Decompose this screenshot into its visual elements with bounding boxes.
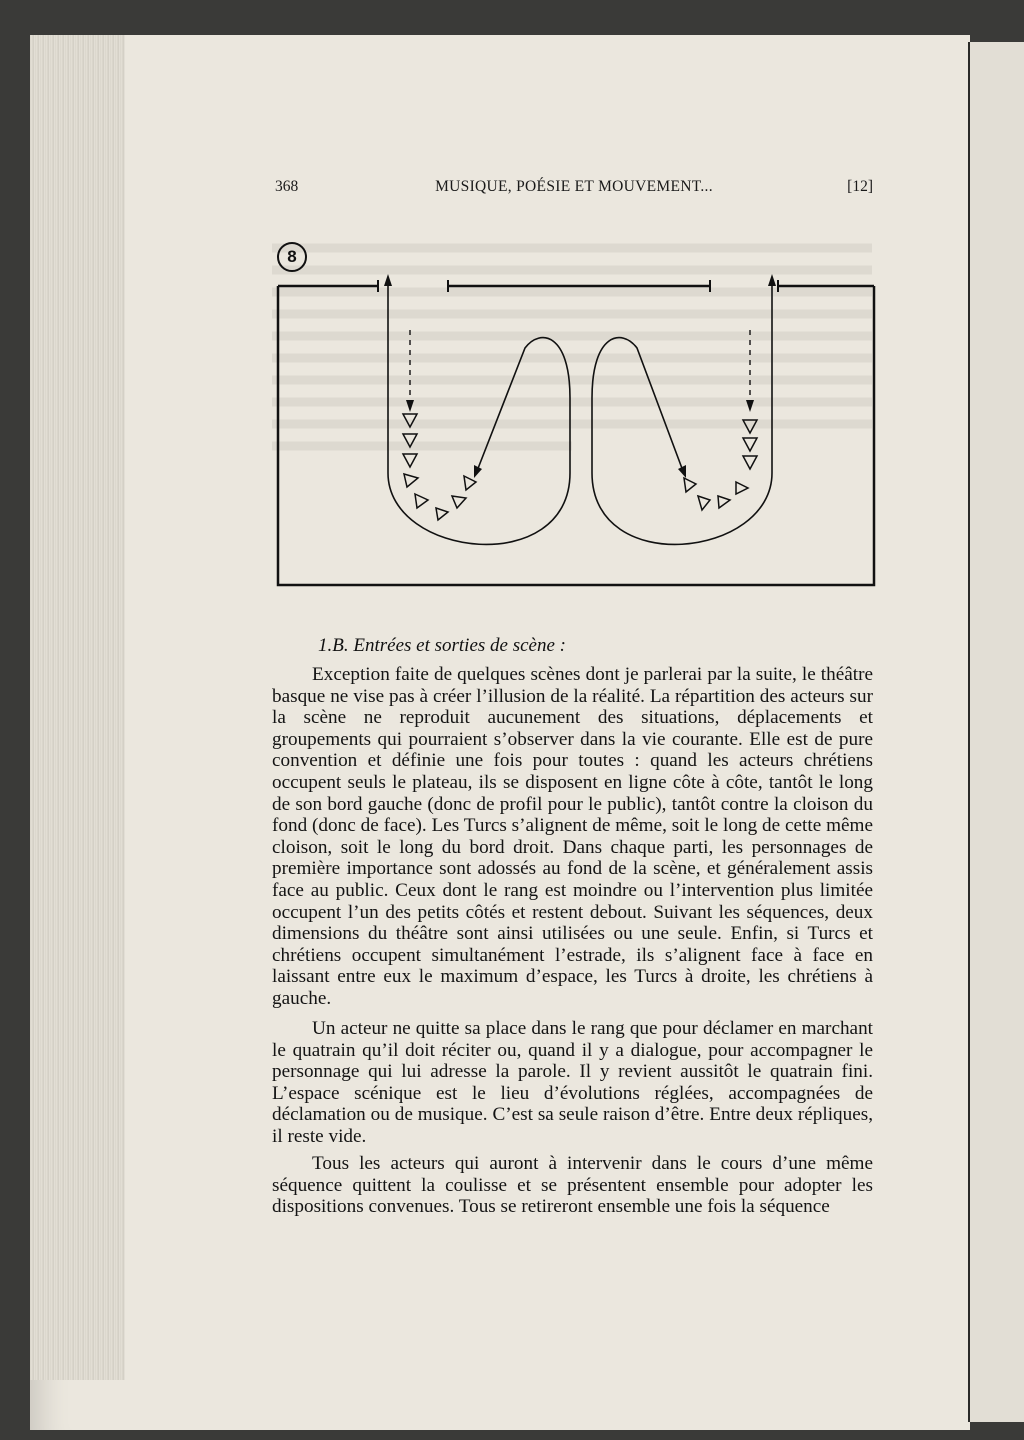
actor-triangle-icon: [698, 496, 710, 510]
actor-triangle-icon: [404, 474, 418, 487]
running-title: MUSIQUE, POÉSIE ET MOUVEMENT...: [435, 178, 713, 195]
paragraph-text: Tous les acteurs qui auront à intervenir dans le cours d’une même séquence quittent la coulisse et se présentent ensemble pour adopter les dispositions convenues. Tous se retireront ensemble une fois la séquence: [272, 1153, 873, 1218]
paragraph-text: Un acteur ne quitte sa place dans le rang que pour déclamer en marchant le quatrain qu’il doit réciter ou, quand il y a dialogue, pour accompagner le personnage qui lui adresse la parole. Il y revient aussitôt le quatrain fini. L’espace scénique est le lieu d’évolutions réglées, accompagnées de déclamation ou de musique. C’est sa seule raison d’être. Entre deux répliques, il reste vide.: [272, 1018, 873, 1147]
actor-triangle-icon: [736, 482, 748, 494]
facing-page-edge: [968, 42, 1024, 1422]
arrow-down-icon: [406, 400, 414, 412]
figure-number-badge: 8: [277, 242, 307, 272]
actor-triangle-icon: [743, 420, 757, 433]
section-subtitle: 1.B. Entrées et sorties de scène :: [318, 635, 566, 656]
actor-triangle-icon: [743, 438, 757, 451]
actor-triangle-icon: [743, 456, 757, 469]
actor-triangle-icon: [464, 476, 476, 490]
actor-triangle-icon: [415, 494, 428, 508]
actor-triangle-icon: [403, 414, 417, 427]
actor-triangle-icon: [403, 454, 417, 467]
actor-triangle-icon: [718, 496, 730, 508]
page-number: 368: [275, 178, 299, 195]
arrow-down-icon: [746, 400, 754, 412]
paragraph: [272, 1153, 873, 1218]
actor-triangle-icon: [403, 434, 417, 447]
left-u-path: [388, 338, 570, 545]
paragraph-text: Exception faite de quelques scènes dont je parlerai par la suite, le théâtre basque ne vise pas à créer l’illusion de la réalité. La répartition des acteurs sur la scène ne reproduit aucunement des situations, déplacements et groupements qui pourraient s’observer dans la vie courante. Elle est de pure convention et définie une fois pour toutes : quand les acteurs chrétiens occupent seuls le plateau, ils se disposent en ligne côte à côte, tantôt le long de son bord gauche (donc de profil pour le public), tantôt contre la cloison du fond (donc de face). Les Turcs s’alignent de même, soit le long de cette même cloison, soit le long du bord droit. Dans chaque parti, les personnages de première importance sont adossés au fond de la scène, et généralement assis face au public. Ceux dont le rang est moindre ou l’intervention plus limitée occupent l’un des petits côtés et restent debout. Suivant les séquences, deux dimensions du théâtre sont ainsi utilisées ou une seule. Enfin, si Turcs et chrétiens occupent simultanément l’estrade, ils s’alignent face à face en laissant entre eux le maximum d’espace, les Turcs à droite, les chrétiens à gauche.: [272, 664, 873, 1009]
stage-diagram: [270, 238, 882, 598]
stage-outline: [278, 286, 874, 585]
actor-triangle-icon: [684, 478, 696, 492]
running-header: [275, 178, 873, 202]
arrow-up-icon: [384, 274, 392, 286]
page-edges: [30, 35, 125, 1380]
actor-triangle-icon: [436, 508, 448, 520]
paragraph: [272, 1018, 873, 1148]
arrow-up-icon: [768, 274, 776, 286]
section-reference: [12]: [847, 178, 873, 195]
actor-triangle-icon: [452, 496, 466, 508]
paragraph: [272, 664, 873, 1010]
